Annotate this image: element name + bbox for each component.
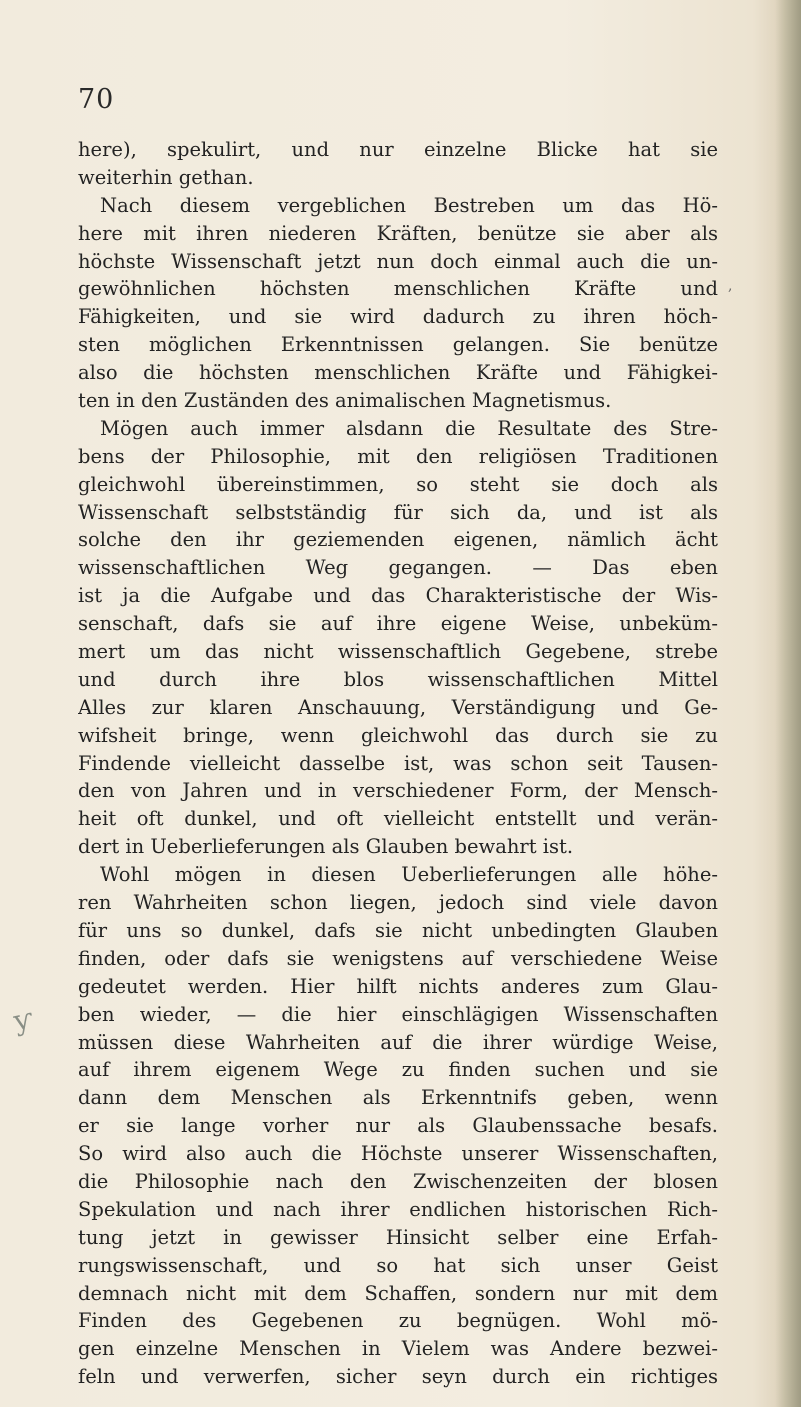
text-line: dann dem Menschen als Erkenntnifs geben, wenn xyxy=(78,1086,718,1110)
text-line: gedeutet werden. Hier hilft nichts anderes zum Glau- xyxy=(78,974,718,998)
text-line: tung jetzt in gewisser Hinsicht selber eine Erfah- xyxy=(78,1225,718,1249)
text-line: feln und verwerfen, sicher seyn durch ein richtiges xyxy=(78,1365,718,1389)
text-line: Spekulation und nach ihrer endlichen historischen Rich- xyxy=(78,1197,718,1221)
text-line: Wohl mögen in diesen Ueberlieferungen alle höhe- xyxy=(100,863,718,887)
text-line: demnach nicht mit dem Schaffen, sondern nur mit dem xyxy=(78,1281,718,1305)
text-line: here), spekulirt, und nur einzelne Blicke hat sie xyxy=(78,138,718,161)
text-line: er sie lange vorher nur als Glaubenssache besafs. xyxy=(78,1114,718,1138)
text-line: sten möglichen Erkenntnissen gelangen. Sie benütze xyxy=(78,333,718,357)
text-line: senschaft, dafs sie auf ihre eigene Weise, unbeküm- xyxy=(78,612,718,636)
text-line: die Philosophie nach den Zwischenzeiten der blosen xyxy=(78,1169,718,1193)
text-line: gewöhnlichen höchsten menschlichen Kräfte und xyxy=(78,277,718,301)
text-line: gleichwohl übereinstimmen, so steht sie doch als xyxy=(78,472,718,496)
text-line: So wird also auch die Höchste unserer Wissenschaften, xyxy=(78,1142,718,1166)
text-line: finden, oder dafs sie wenigstens auf verschiedene Weise xyxy=(78,946,718,970)
binding-shadow xyxy=(775,0,801,1407)
text-line: ren Wahrheiten schon liegen, jedoch sind viele davon xyxy=(78,891,718,915)
text-line: den von Jahren und in verschiedener Form, der Mensch- xyxy=(78,779,718,803)
text-line: here mit ihren niederen Kräften, benütze sie aber als xyxy=(78,221,718,245)
text-line: Finden des Gegebenen zu begnügen. Wohl mö- xyxy=(78,1309,718,1333)
text-line: bens der Philosophie, mit den religiösen Traditionen xyxy=(78,444,718,468)
text-line: Fähigkeiten, und sie wird dadurch zu ihren höch- xyxy=(78,305,718,329)
text-line: höchste Wissenschaft jetzt nun doch einmal auch die un- xyxy=(78,249,718,273)
text-line: Mögen auch immer alsdann die Resultate des Stre- xyxy=(100,416,718,440)
text-line: rungswissenschaft, und so hat sich unser Geist xyxy=(78,1253,718,1277)
text-line: Findende vielleicht dasselbe ist, was schon seit Tausen- xyxy=(78,751,718,775)
margin-ink-mark: , xyxy=(728,278,733,294)
text-line: mert um das nicht wissenschaftlich Gegebene, strebe xyxy=(78,640,718,664)
text-line: auf ihrem eigenem Wege zu finden suchen und sie xyxy=(78,1058,718,1082)
text-line: weiterhin gethan. xyxy=(78,165,254,189)
text-line: ben wieder, — die hier einschlägigen Wissenschaften xyxy=(78,1002,718,1026)
text-line: für uns so dunkel, dafs sie nicht unbedingten Glauben xyxy=(78,918,718,942)
text-line: ist ja die Aufgabe und das Charakteristische der Wis- xyxy=(78,584,718,608)
text-line: Alles zur klaren Anschauung, Verständigung und Ge- xyxy=(78,695,718,719)
text-line: heit oft dunkel, und oft vielleicht entstellt und verän- xyxy=(78,807,718,831)
page-number: 70 xyxy=(78,84,115,115)
margin-pencil-mark: ƴ xyxy=(10,1001,36,1038)
text-line: Nach diesem vergeblichen Bestreben um das Hö- xyxy=(100,193,718,217)
text-line: Wissenschaft selbstständig für sich da, und ist als xyxy=(78,500,718,524)
text-line: wissenschaftlichen Weg gegangen. — Das eben xyxy=(78,556,718,580)
text-line: also die höchsten menschlichen Kräfte und Fähigkei- xyxy=(78,361,718,385)
text-line: wifsheit bringe, wenn gleichwohl das durch sie zu xyxy=(78,723,718,747)
text-line: solche den ihr geziemenden eigenen, nämlich ächt xyxy=(78,528,718,552)
text-line: gen einzelne Menschen in Vielem was Andere bezwei- xyxy=(78,1337,718,1361)
body-text xyxy=(78,136,718,1391)
text-line: ten in den Zuständen des animalischen Magnetismus. xyxy=(78,389,612,413)
text-line: dert in Ueberlieferungen als Glauben bewahrt ist. xyxy=(78,835,574,859)
text-line: müssen diese Wahrheiten auf die ihrer würdige Weise, xyxy=(78,1030,718,1054)
text-line: und durch ihre blos wissenschaftlichen Mittel xyxy=(78,667,718,691)
